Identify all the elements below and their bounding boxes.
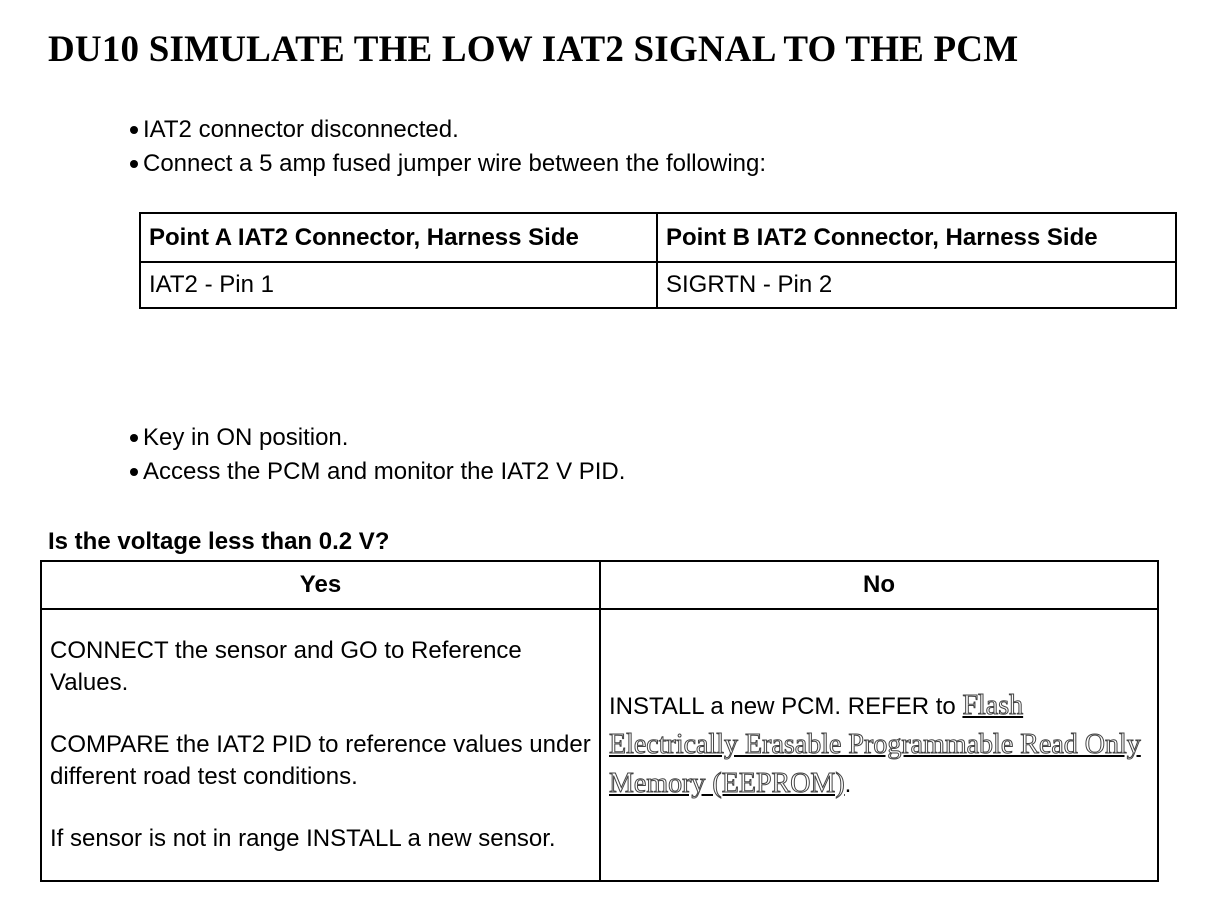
table-cell: IAT2 - Pin 1	[140, 262, 657, 308]
yes-paragraph: If sensor is not in range INSTALL a new sensor.	[50, 825, 556, 852]
bullet-icon	[130, 160, 138, 168]
no-text-before: INSTALL a new PCM. REFER to	[609, 692, 963, 720]
table-header-row	[140, 213, 1176, 262]
column-header-point-b: Point B IAT2 Connector, Harness Side	[657, 213, 1176, 262]
list-item	[130, 455, 625, 489]
bullet-icon	[130, 468, 138, 476]
list-item-text: IAT2 connector disconnected.	[143, 116, 459, 143]
column-header-point-a: Point A IAT2 Connector, Harness Side	[140, 213, 657, 262]
bullet-icon	[130, 434, 138, 442]
table-cell: SIGRTN - Pin 2	[657, 262, 1176, 308]
column-header-no: No	[600, 561, 1158, 609]
table-row	[140, 262, 1176, 308]
list-item-text: Connect a 5 amp fused jumper wire between the following:	[143, 150, 767, 177]
no-action-cell	[600, 609, 1158, 881]
no-paragraph	[609, 687, 1149, 804]
test-question: Is the voltage less than 0.2 V?	[48, 528, 390, 555]
page-title: DU10 SIMULATE THE LOW IAT2 SIGNAL TO THE PCM	[48, 29, 1019, 70]
setup-steps-list	[130, 113, 766, 181]
column-header-yes: Yes	[41, 561, 600, 609]
table-row	[41, 609, 1158, 881]
table-header-row	[41, 561, 1158, 609]
yes-paragraph: COMPARE the IAT2 PID to reference values under different road test conditions.	[50, 731, 591, 790]
list-item-text: Access the PCM and monitor the IAT2 V PID.	[143, 458, 626, 485]
list-item	[130, 421, 625, 455]
eeprom-reference-link[interactable]: Flash Electrically Erasable Programmable Read Only Memory (EEPROM)	[609, 689, 1141, 799]
test-steps-list	[130, 421, 625, 489]
no-text-after: .	[844, 770, 852, 798]
list-item	[130, 113, 766, 147]
list-item	[130, 147, 766, 181]
result-table	[40, 560, 1159, 882]
jumper-pins-table	[139, 212, 1177, 309]
bullet-icon	[130, 126, 138, 134]
yes-action-cell	[41, 609, 600, 881]
yes-paragraph: CONNECT the sensor and GO to Reference Values.	[50, 637, 522, 696]
list-item-text: Key in ON position.	[143, 424, 349, 451]
